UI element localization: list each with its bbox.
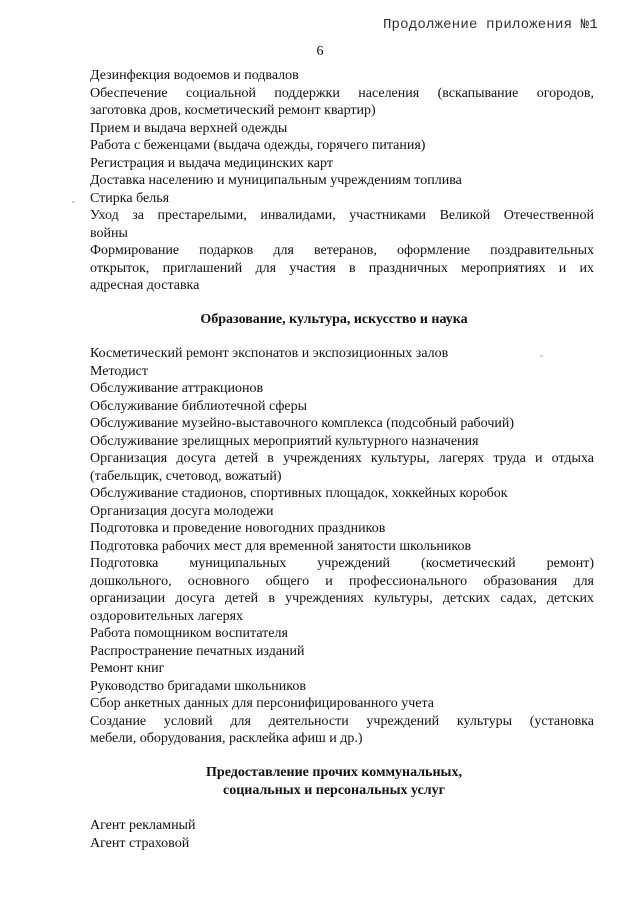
list-item: Прием и выдача верхней одежды: [90, 120, 288, 136]
list-item: Обслуживание музейно-выставочного комплекса (подсобный рабочий): [90, 416, 515, 431]
list-item: Ремонт книг: [90, 661, 165, 676]
list-item: Методист: [90, 363, 148, 379]
list-item: Дезинфекция водоемов и подвалов: [90, 68, 299, 83]
section-heading-line: социальных и персональных услуг: [222, 783, 445, 798]
list-item: дошкольного, основного общего и профессионального образования для: [90, 573, 594, 589]
list-item: заготовка дров, косметический ремонт квартир): [90, 103, 376, 118]
list-item: Косметический ремонт экспонатов и экспозиционных залов: [90, 346, 449, 361]
list-item: открыток, приглашений для участия в праздничных мероприятиях и их: [90, 260, 594, 276]
list-item: (табельщик, счетовод, вожатый): [90, 468, 282, 484]
list-item: Подготовка и проведение новогодних праздников: [90, 521, 386, 536]
list-item: Обеспечение социальной поддержки населения (вскапывание огородов,: [90, 85, 594, 101]
list-item: Подготовка муниципальных учреждений (косметический ремонт): [90, 556, 594, 571]
list-item: Руководство бригадами школьников: [90, 678, 306, 694]
list-item: оздоровительных лагерях: [90, 608, 244, 624]
list-item: Формирование подарков для ветеранов, оформление поздравительных: [90, 243, 594, 258]
list-item: организации досуга детей в учреждениях культуры, детских садах, детских: [90, 591, 594, 606]
section-education-culture-list: [90, 345, 594, 748]
list-item: Сбор анкетных данных для персонифицированного учета: [90, 696, 435, 711]
list-item: Агент рекламный: [90, 818, 196, 833]
list-item: Работа помощником воспитателя: [90, 626, 288, 641]
section-social-services-list: [90, 67, 594, 295]
list-item: Обслуживание библиотечной сферы: [90, 398, 308, 414]
scan-speck: [540, 355, 543, 357]
list-item: Обслуживание аттракционов: [90, 381, 264, 396]
list-item: Подготовка рабочих мест для временной занятости школьников: [90, 538, 472, 554]
section-other-services-list: [90, 817, 594, 852]
list-item: Уход за престарелыми, инвалидами, участниками Великой Отечественной: [90, 208, 594, 223]
section-heading-other-services: [14, 764, 640, 800]
list-item: мебели, оборудования, расклейка афиш и др.): [90, 731, 363, 746]
list-item: Обслуживание зрелищных мероприятий культурного назначения: [90, 433, 479, 449]
list-item: Стирка белья: [90, 190, 170, 206]
list-item: войны: [90, 225, 128, 241]
list-item: Агент страховой: [90, 835, 190, 851]
list-item: Организация досуга молодежи: [90, 503, 274, 519]
scan-speck: [72, 201, 75, 203]
list-item: Создание условий для деятельности учреждений культуры (установка: [90, 713, 594, 729]
section-heading-line: Предоставление прочих коммунальных,: [206, 765, 462, 780]
list-item: Доставка населению и муниципальным учреждениям топлива: [90, 173, 462, 188]
list-item: Регистрация и выдача медицинских карт: [90, 155, 333, 171]
list-item: Обслуживание стадионов, спортивных площадок, хоккейных коробок: [90, 486, 508, 501]
list-item: Работа с беженцами (выдача одежды, горячего питания): [90, 138, 426, 153]
list-item: Распространение печатных изданий: [90, 643, 305, 659]
list-item: адресная доставка: [90, 278, 200, 293]
appendix-continuation-note: Продолжение приложения №1: [382, 17, 598, 33]
list-item: Организация досуга детей в учреждениях культуры, лагерях труда и отдыха: [90, 451, 594, 466]
page-number: 6: [316, 44, 324, 59]
section-heading-education-culture: Образование, культура, искусство и наука: [200, 312, 468, 327]
